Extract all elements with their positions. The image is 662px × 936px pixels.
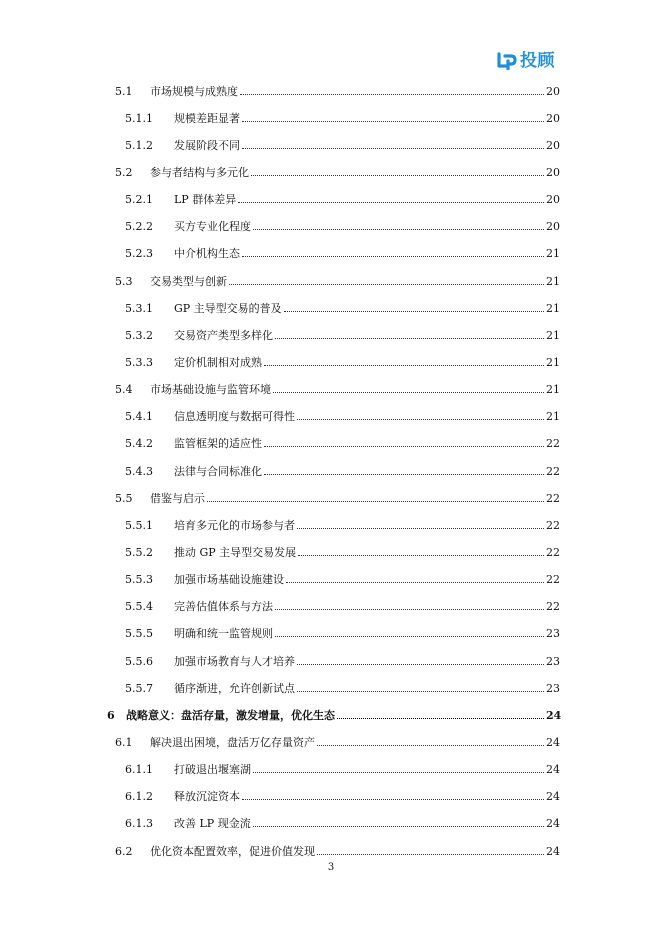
toc-entry-page: 20 <box>546 165 560 179</box>
toc-entry[interactable] <box>0 105 662 132</box>
toc-entry-number: 5.3.1 <box>125 301 153 315</box>
toc-entry-page: 24 <box>546 790 560 804</box>
toc-entry-page: 20 <box>546 138 560 152</box>
dot-leader <box>275 636 544 637</box>
toc-entry-line <box>174 546 560 560</box>
toc-entry[interactable] <box>0 539 662 566</box>
toc-entry-title[interactable]: 规模差距显著 <box>174 111 240 125</box>
dot-leader <box>253 229 544 230</box>
dot-leader <box>297 664 544 665</box>
toc-entry-line <box>174 112 560 126</box>
dot-leader <box>251 175 544 176</box>
toc-entry-title[interactable]: 加强市场教育与人才培养 <box>174 654 295 668</box>
toc-entry-page: 23 <box>546 654 560 668</box>
toc-entry-number: 5.5.4 <box>125 600 153 614</box>
brand-name: 投顾 <box>520 51 555 71</box>
toc-entry[interactable] <box>0 295 662 322</box>
toc-entry-line <box>174 600 560 614</box>
toc-entry-page: 24 <box>546 763 560 777</box>
dot-leader <box>284 311 544 312</box>
toc-entry-page: 21 <box>546 355 560 369</box>
toc-entry-page: 24 <box>546 735 560 749</box>
toc-entry-number: 6.2 <box>115 844 133 858</box>
toc-entry[interactable] <box>0 648 662 675</box>
toc-entry-line <box>174 790 560 804</box>
toc-entry-title[interactable]: 借鉴与启示 <box>150 491 205 505</box>
toc-entry[interactable] <box>0 377 662 404</box>
toc-entry-page: 20 <box>546 111 560 125</box>
toc-entry-line <box>174 356 560 370</box>
toc-entry-title[interactable]: 战略意义：盘活存量，激发增量，优化生态 <box>126 708 335 722</box>
toc-entry-page: 21 <box>546 301 560 315</box>
toc-entry-title[interactable]: 定价机制相对成熟 <box>174 355 262 369</box>
toc-entry-number: 5.3.3 <box>125 355 153 369</box>
dot-leader <box>275 338 544 339</box>
toc-entry[interactable] <box>0 512 662 539</box>
toc-entry-line <box>174 573 560 587</box>
toc-entry-title[interactable]: LP 群体差异 <box>174 193 237 207</box>
toc-entry-page: 21 <box>546 274 560 288</box>
toc-entry-number: 5.2.1 <box>125 193 153 207</box>
dot-leader <box>337 718 544 719</box>
toc-entry-number: 5.3.2 <box>125 328 153 342</box>
dot-leader <box>286 582 544 583</box>
dot-leader <box>242 256 544 257</box>
toc-entry[interactable] <box>0 268 662 295</box>
toc-entry-line <box>150 736 560 750</box>
dot-leader <box>242 121 544 122</box>
dot-leader <box>242 799 544 800</box>
toc-entry-line <box>174 247 560 261</box>
toc-entry-title[interactable]: 买方专业化程度 <box>174 220 251 234</box>
toc-entry-title[interactable]: 法律与合同标准化 <box>174 464 262 478</box>
toc-entry-title[interactable]: 循序渐进，允许创新试点 <box>174 681 295 695</box>
toc-entry-title[interactable]: 打破退出堰塞湖 <box>174 763 251 777</box>
toc-entry[interactable] <box>0 757 662 784</box>
toc-entry-page: 20 <box>546 220 560 234</box>
dot-leader <box>264 446 544 447</box>
toc-entry-number: 5.4.1 <box>125 410 153 424</box>
toc-entry[interactable] <box>0 187 662 214</box>
toc-entry-number: 5.4.2 <box>125 437 153 451</box>
toc-entry-line <box>174 465 560 479</box>
toc-entry-page: 23 <box>546 627 560 641</box>
toc-entry-line <box>174 817 560 831</box>
toc-entry-line <box>150 85 560 99</box>
toc-entry-page: 21 <box>546 247 560 261</box>
toc-entry-number: 5.5.6 <box>125 654 153 668</box>
dot-leader <box>238 202 544 203</box>
toc-entry-page: 24 <box>546 844 560 858</box>
toc-entry-page: 22 <box>546 518 560 532</box>
toc-entry-line <box>174 627 560 641</box>
dot-leader <box>242 148 544 149</box>
toc-entry-page: 21 <box>546 383 560 397</box>
toc-entry-title[interactable]: 信息透明度与数据可得性 <box>174 410 295 424</box>
toc-entry-line <box>174 302 560 316</box>
toc-entry-line <box>174 410 560 424</box>
toc-entry[interactable] <box>0 567 662 594</box>
toc-entry[interactable] <box>0 132 662 159</box>
dot-leader <box>264 365 544 366</box>
dot-leader <box>253 826 544 827</box>
toc-entry-title[interactable]: 参与者结构与多元化 <box>150 165 249 179</box>
toc-entry-title[interactable]: 明确和统一监管规则 <box>174 627 273 641</box>
toc-entry[interactable] <box>0 349 662 376</box>
toc-entry-title[interactable]: 发展阶段不同 <box>174 138 240 152</box>
toc-entry-number: 6.1.1 <box>125 763 153 777</box>
toc-entry-line <box>174 437 560 451</box>
toc-entry-number: 6.1.2 <box>125 790 153 804</box>
toc-entry-number: 5.1.2 <box>125 138 153 152</box>
toc-entry-number: 5.4.3 <box>125 464 153 478</box>
toc-entry-page: 21 <box>546 410 560 424</box>
toc-entry-number: 5.5.7 <box>125 681 153 695</box>
toc-entry[interactable] <box>0 214 662 241</box>
toc-entry-title[interactable]: 加强市场基础设施建设 <box>174 573 284 587</box>
toc-entry-number: 5.5.1 <box>125 518 153 532</box>
toc-entry-page: 20 <box>546 193 560 207</box>
toc-entry-number: 5.4 <box>115 383 133 397</box>
dot-leader <box>317 745 544 746</box>
toc-entry[interactable] <box>0 78 662 105</box>
toc-entry[interactable] <box>0 811 662 838</box>
toc-entry-title[interactable]: 市场规模与成熟度 <box>150 84 238 98</box>
toc-entry[interactable] <box>0 702 662 729</box>
brand-lp-icon <box>497 52 517 70</box>
toc-entry-number: 5.2 <box>115 165 133 179</box>
toc-entry-page: 22 <box>546 545 560 559</box>
toc-entry-line <box>150 845 560 859</box>
toc-entry-number: 5.2.2 <box>125 220 153 234</box>
toc-entry[interactable] <box>0 838 662 865</box>
toc-entry[interactable] <box>0 241 662 268</box>
toc-entry-number: 5.1 <box>115 84 133 98</box>
toc-entry-title[interactable]: 解决退出困境，盘活万亿存量资产 <box>150 735 315 749</box>
toc-entry-title[interactable]: 交易类型与创新 <box>150 274 227 288</box>
toc-entry-title[interactable]: 优化资本配置效率，促进价值发现 <box>150 844 315 858</box>
toc-entry-line <box>174 220 560 234</box>
toc-entry-page: 22 <box>546 491 560 505</box>
toc-entry[interactable] <box>0 784 662 811</box>
toc-entry-line <box>150 492 560 506</box>
toc-entry-line <box>150 166 560 180</box>
toc-entry-page: 22 <box>546 437 560 451</box>
dot-leader <box>229 284 544 285</box>
toc-entry-page: 24 <box>546 817 560 831</box>
toc-entry-number: 6.1.3 <box>125 817 153 831</box>
toc-entry-number: 5.2.3 <box>125 247 153 261</box>
toc-entry-line <box>174 763 560 777</box>
toc-entry[interactable] <box>0 621 662 648</box>
dot-leader <box>253 772 544 773</box>
toc-entry-number: 5.5.2 <box>125 545 153 559</box>
toc-entry[interactable] <box>0 159 662 186</box>
dot-leader <box>207 501 544 502</box>
toc-entry[interactable] <box>0 594 662 621</box>
dot-leader <box>298 555 544 556</box>
toc-entry-line <box>174 655 560 669</box>
dot-leader <box>273 392 544 393</box>
toc-entry-number: 5.3 <box>115 274 133 288</box>
toc-entry-line <box>150 275 560 289</box>
toc-entry[interactable] <box>0 322 662 349</box>
toc-entry-line <box>174 682 560 696</box>
toc-entry-title[interactable]: GP 主导型交易的普及 <box>174 301 282 315</box>
dot-leader <box>275 609 544 610</box>
toc-entry-title[interactable]: 培育多元化的市场参与者 <box>174 518 295 532</box>
toc-entry-title[interactable]: 市场基础设施与监管环境 <box>150 383 271 397</box>
toc-entry-page: 20 <box>546 84 560 98</box>
toc-entry[interactable] <box>0 485 662 512</box>
toc-entry-title[interactable]: 交易资产类型多样化 <box>174 328 273 342</box>
toc-entry-line <box>174 193 560 207</box>
toc-entry-number: 5.5.3 <box>125 573 153 587</box>
toc-entry-page: 23 <box>546 681 560 695</box>
toc-entry[interactable] <box>0 675 662 702</box>
toc-entry-line <box>126 709 560 723</box>
brand-logo <box>497 52 555 70</box>
toc-entry-page: 22 <box>546 600 560 614</box>
toc-entry-page: 22 <box>546 464 560 478</box>
toc-entry-title[interactable]: 中介机构生态 <box>174 247 240 261</box>
dot-leader <box>240 94 544 95</box>
toc-entry-line <box>150 383 560 397</box>
toc-entry-number: 6 <box>107 708 115 722</box>
toc-entry[interactable] <box>0 404 662 431</box>
toc-entry-number: 5.5.5 <box>125 627 153 641</box>
toc-entry-page: 21 <box>546 328 560 342</box>
toc-entry[interactable] <box>0 729 662 756</box>
toc-entry-title[interactable]: 改善 LP 现金流 <box>174 817 251 831</box>
dot-leader <box>297 691 544 692</box>
toc-entry-title[interactable]: 监管框架的适应性 <box>174 437 262 451</box>
toc-entry-number: 5.5 <box>115 491 133 505</box>
table-of-contents <box>0 78 662 865</box>
dot-leader <box>264 474 544 475</box>
toc-entry[interactable] <box>0 431 662 458</box>
toc-entry-number: 6.1 <box>115 735 133 749</box>
toc-entry-line <box>174 139 560 153</box>
toc-entry-title[interactable]: 释放沉淀资本 <box>174 790 240 804</box>
toc-entry-line <box>174 329 560 343</box>
dot-leader <box>297 419 544 420</box>
page-number: 3 <box>327 862 335 873</box>
toc-entry-number: 5.1.1 <box>125 111 153 125</box>
toc-entry-page: 24 <box>546 708 562 722</box>
toc-entry-title[interactable]: 完善估值体系与方法 <box>174 600 273 614</box>
toc-entry-title[interactable]: 推动 GP 主导型交易发展 <box>174 545 297 559</box>
toc-entry[interactable] <box>0 458 662 485</box>
toc-entry-page: 22 <box>546 573 560 587</box>
toc-entry-line <box>174 519 560 533</box>
dot-leader <box>317 854 544 855</box>
dot-leader <box>297 528 544 529</box>
